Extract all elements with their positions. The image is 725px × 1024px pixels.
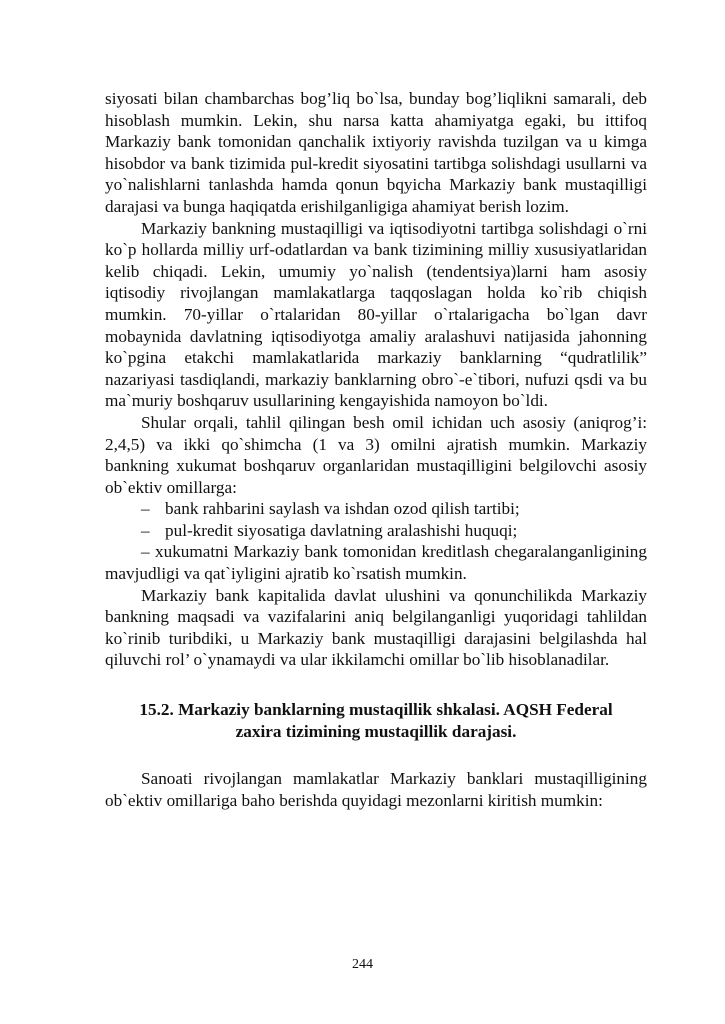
paragraph-2: Markaziy bankning mustaqilligi va iqtisodiyotni tartibga solishdagi o`rni ko`p hollarda milliy urf-odatlardan va bank tizimining milliy xususiyatlaridan kelib chiqadi. Lekin, umumiy yo`nalish (tendentsiya)larni ham asosiy iqtisodiy rivojlangan mamlakatlarga taqqoslagan holda ko`rib chiqish mumkin. 70-yillar o`rtalaridan 80-yillar o`rtalarigacha bo`lgan davr mobaynida davlatning iqtisodiyotga amaliy aralashuvi natijasida jahonning ko`pgina etakchi mamlakatlarida markaziy banklarning “qudratlilik” nazariyasi tasdiqlandi, markaziy banklarning obro`-e`tibori, nufuzi qsdi va bu ma`muriy boshqaruv usullarining kengayishida namoyon bo`ldi. [105,218,647,411]
dash-bullet: – [141,520,150,540]
dash-bullet: – [141,499,150,519]
dash-bullet: – [141,542,150,562]
page-number: 244 [352,957,373,972]
section-heading: 15.2. Markaziy banklarning mustaqillik shkalasi. AQSH Federal zaxira tizimining mustaqillik darajasi. [139,700,613,741]
list-item-text: xukumatni Markaziy bank tomonidan kreditlash chegaralanganligining mavjudligi va qat`iyligini ajratib ko`rsatish mumkin. [105,542,647,584]
list-item-text: pul-kredit siyosatiga davlatning aralashishi huquqi; [165,520,518,540]
paragraph-1: siyosati bilan chambarchas bog’liq bo`lsa, bunday bog’liqlikni samarali, deb hisoblash mumkin. Lekin, shu narsa katta ahamiyatga egaki, bu ittifoq Markaziy bank tomonidan qanchalik ixtiyoriy ravishda tuzilgan va u kimga hisobdor va bank tizimida pul-kredit siyosatini tartibga solishdagi usullarni va yo`nalishlarni tanlashda hamda qonun bqyicha Markaziy bank mustaqilligi darajasi va bunga haqiqatda erishilganligiga ahamiyat berish lozim. [105,89,647,216]
objective-factors-list [105,498,647,584]
list-item [105,541,647,584]
list-item [105,520,647,542]
list-item [105,498,647,520]
paragraph-3: Shular orqali, tahlil qilingan besh omil ichidan uch asosiy (aniqrog’i: 2,4,5) va ikki qo`shimcha (1 va 3) omilni ajratish mumkin. Markaziy bankning xukumat boshqaruv organlaridan mustaqilligini belgilovchi asosiy ob`ektiv omillarga: [105,412,647,497]
list-item-text: bank rahbarini saylash va ishdan ozod qilish tartibi; [165,499,520,519]
page-body [105,88,647,811]
paragraph-4: Markaziy bank kapitalida davlat ulushini va qonunchilikda Markaziy bankning maqsadi va vazifalarini aniq belgilanganligi yuqoridagi tahlildan ko`rinib turibdiki, u Markaziy bank mustaqilligi darajasini belgilashda hal qiluvchi rol’ o`ynamaydi va ular ikkilamchi omillar bo`lib hisoblanadilar. [105,585,647,670]
paragraph-5: Sanoati rivojlangan mamlakatlar Markaziy banklari mustaqilligining ob`ektiv omillariga baho berishda quyidagi mezonlarni kiritish mumkin: [105,769,647,810]
